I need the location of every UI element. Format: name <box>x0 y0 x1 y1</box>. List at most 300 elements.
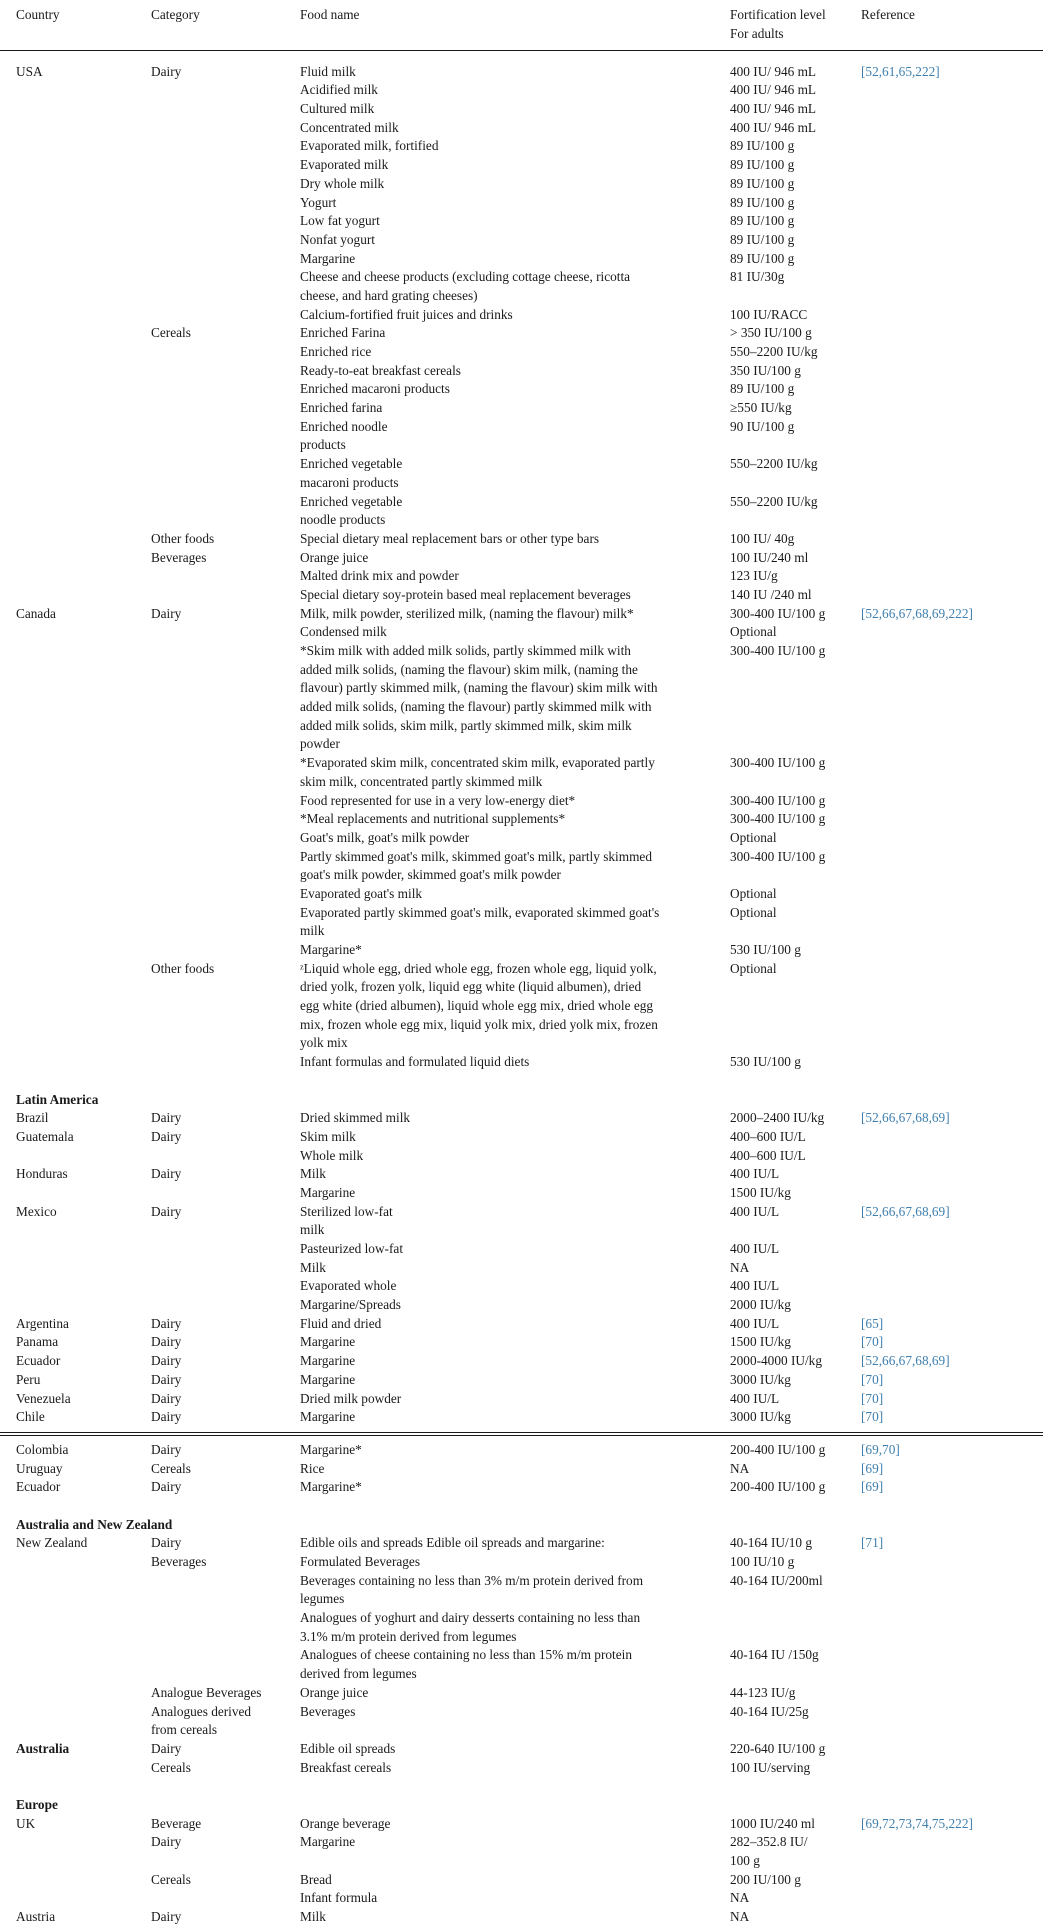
fortification-level-cell: 530 IU/100 g <box>730 1054 801 1070</box>
food-name-cell: Margarine <box>300 1334 356 1350</box>
fortification-level-cell: 200 IU/100 g <box>730 1871 801 1887</box>
table-row <box>0 1053 1043 1072</box>
country-cell: Australia and New Zealand <box>16 1516 173 1532</box>
reference-cell[interactable]: [69,72,73,74,75,222] <box>861 1815 973 1831</box>
category-cell: Analogues derived <box>151 1703 252 1719</box>
country-cell: Latin America <box>16 1091 99 1107</box>
country-cell: Ecuador <box>16 1479 61 1495</box>
country-cell: Austria <box>16 1909 56 1925</box>
table-row <box>0 1759 1043 1778</box>
reference-cell[interactable]: [70] <box>861 1390 884 1406</box>
category-cell: Dairy <box>151 1535 182 1551</box>
fortification-level-cell: 282–352.8 IU/ <box>730 1834 808 1850</box>
food-name-cell: Margarine <box>300 1371 356 1387</box>
table-row <box>0 642 1043 661</box>
fortification-level-cell: Optional <box>730 904 777 920</box>
fortification-level-cell: 300-400 IU/100 g <box>730 755 826 771</box>
fortification-level-cell: 300-400 IU/100 g <box>730 792 826 808</box>
food-name-cell: Milk <box>300 1909 326 1925</box>
food-name-cell: Beverages <box>300 1703 356 1719</box>
food-name-cell: mix, frozen whole egg mix, liquid yolk mix, dried yolk mix, frozen <box>300 1016 658 1032</box>
table-header <box>0 0 1043 44</box>
reference-cell[interactable]: [70] <box>861 1371 884 1387</box>
food-name-cell: *Skim milk with added milk solids, partly skimmed milk with <box>300 643 631 658</box>
fortification-level-cell: 350 IU/100 g <box>730 362 801 378</box>
food-name-cell: goat's milk powder, skimmed goat's milk powder <box>300 867 561 883</box>
food-name-cell: milk <box>300 923 325 939</box>
food-name-cell: Milk, milk powder, sterilized milk, (naming the flavour) milk* <box>300 605 634 621</box>
category-cell: Analogue Beverages <box>151 1684 262 1700</box>
food-name-cell: Edible oil spreads <box>300 1740 396 1756</box>
fortification-level-cell: ≥550 IU/kg <box>730 400 792 416</box>
fortification-level-cell: Optional <box>730 624 777 640</box>
reference-cell[interactable]: [69] <box>861 1460 884 1476</box>
food-name-cell: Fluid and dried <box>300 1315 382 1331</box>
food-name-cell: dried yolk, frozen yolk, liquid egg white (liquid albumen), dried <box>300 979 642 995</box>
food-name-cell: Yogurt <box>300 194 337 210</box>
reference-cell[interactable]: [69] <box>861 1479 884 1495</box>
reference-cell[interactable]: [52,66,67,68,69,222] <box>861 605 973 621</box>
country-cell: Canada <box>16 605 56 621</box>
fortification-level-cell: 89 IU/100 g <box>730 175 795 191</box>
fortification-level-cell: 100 IU/240 ml <box>730 549 809 565</box>
fortification-level-cell: 550–2200 IU/kg <box>730 344 818 359</box>
food-name-cell: Concentrated milk <box>300 119 399 135</box>
food-name-cell: noodle products <box>300 512 386 528</box>
food-name-cell: Margarine* <box>300 942 362 957</box>
category-cell: Cereals <box>151 1759 191 1775</box>
country-cell: Ecuador <box>16 1353 61 1369</box>
food-name-cell: Enriched vegetable <box>300 456 403 472</box>
table-row <box>0 1109 1043 1128</box>
category-cell: Dairy <box>151 1128 182 1144</box>
food-name-cell: Cultured milk <box>300 101 375 117</box>
table-row <box>0 1889 1043 1908</box>
table-row <box>0 1240 1043 1259</box>
food-name-cell: Breakfast cereals <box>300 1759 392 1775</box>
table-row <box>0 1333 1043 1352</box>
food-name-cell: Margarine <box>300 1834 356 1850</box>
food-name-cell: Enriched vegetable <box>300 493 403 509</box>
fortification-level-cell: 400 IU/ 946 mL <box>730 101 817 117</box>
category-cell: Beverages <box>151 1554 207 1569</box>
fortification-level-cell: 300-400 IU/100 g <box>730 811 826 827</box>
header-country: Country <box>16 7 60 22</box>
fortification-level-cell: 100 g <box>730 1853 760 1868</box>
fortification-level-cell: 2000–2400 IU/kg <box>730 1110 825 1126</box>
table-row <box>0 1665 1043 1684</box>
table-row <box>0 137 1043 156</box>
table-row <box>0 1852 1043 1871</box>
table-row <box>0 1833 1043 1852</box>
table-row <box>0 1534 1043 1553</box>
table-row <box>0 549 1043 568</box>
reference-cell[interactable]: [70] <box>861 1409 884 1425</box>
fortification-level-cell: 40-164 IU/10 g <box>730 1535 812 1551</box>
fortification-level-cell: 89 IU/100 g <box>730 138 795 154</box>
category-cell: Beverage <box>151 1815 202 1831</box>
country-cell: Panama <box>16 1334 59 1350</box>
country-cell: Venezuela <box>16 1390 71 1406</box>
fortification-level-cell: 3000 IU/kg <box>730 1409 791 1425</box>
reference-cell[interactable]: [65] <box>861 1315 884 1331</box>
country-cell: Colombia <box>16 1441 69 1457</box>
table-row <box>0 1165 1043 1184</box>
reference-cell[interactable]: [52,66,67,68,69] <box>861 1110 950 1126</box>
food-name-cell: derived from legumes <box>300 1666 417 1682</box>
country-cell: Europe <box>16 1796 58 1812</box>
food-name-cell: Milk <box>300 1166 326 1182</box>
fortification-level-cell: 3000 IU/kg <box>730 1371 791 1387</box>
fortification-level-cell: 89 IU/100 g <box>730 231 795 247</box>
table-row <box>0 1609 1043 1628</box>
country-cell: Guatemala <box>16 1128 74 1144</box>
table-row <box>0 1553 1043 1572</box>
reference-cell[interactable]: [69,70] <box>861 1441 900 1457</box>
food-name-cell: Margarine <box>300 1353 356 1369</box>
fortification-level-cell: 40-164 IU/200ml <box>730 1572 823 1588</box>
food-name-cell: yolk mix <box>300 1035 348 1051</box>
table-row <box>0 194 1043 213</box>
region-heading <box>0 1516 1043 1535</box>
table-row <box>0 1815 1043 1834</box>
table-row <box>0 1072 1043 1091</box>
food-name-cell: Formulated Beverages <box>300 1554 421 1569</box>
food-name-cell: Whole milk <box>300 1147 364 1163</box>
food-name-cell: Margarine <box>300 1184 356 1200</box>
food-name-cell: cheese, and hard grating cheeses) <box>300 287 478 303</box>
food-name-cell: added milk solids, (naming the flavour) partly skimmed milk with <box>300 699 652 715</box>
country-cell: UK <box>16 1815 36 1831</box>
table-row <box>0 1441 1043 1460</box>
table-row <box>0 1259 1043 1278</box>
category-cell: Dairy <box>151 1334 182 1350</box>
table-row <box>0 941 1043 960</box>
fortification-level-cell: 400 IU/L <box>730 1315 780 1331</box>
category-cell: Cereals <box>151 325 191 341</box>
header-category: Category <box>151 7 200 22</box>
reference-cell[interactable]: [70] <box>861 1334 884 1350</box>
food-name-cell: Beverages containing no less than 3% m/m protein derived from <box>300 1572 644 1588</box>
table-row <box>0 1646 1043 1665</box>
category-cell: Dairy <box>151 1834 182 1850</box>
food-name-cell: Calcium-fortified fruit juices and drinks <box>300 306 513 322</box>
category-cell: Other foods <box>151 530 215 546</box>
country-cell: Honduras <box>16 1166 68 1182</box>
fortification-level-cell: 1500 IU/kg <box>730 1334 791 1350</box>
table-row <box>0 119 1043 138</box>
fortification-level-cell: 40-164 IU/25g <box>730 1703 809 1719</box>
category-cell: Dairy <box>151 1110 182 1126</box>
header-food-name: Food name <box>300 7 360 22</box>
table-row <box>0 44 1043 63</box>
fortification-level-cell: 220-640 IU/100 g <box>730 1740 826 1756</box>
table-row <box>0 231 1043 250</box>
food-name-cell: 3.1% m/m protein derived from legumes <box>300 1628 517 1644</box>
table-row <box>0 1277 1043 1296</box>
fortification-level-cell: 400–600 IU/L <box>730 1147 806 1163</box>
category-cell: Dairy <box>151 1371 182 1387</box>
food-name-cell: Milk <box>300 1259 326 1275</box>
table-row <box>0 455 1043 474</box>
food-name-cell: flavour) partly skimmed milk, (naming the flavour) skim milk with <box>300 680 658 696</box>
category-cell: Dairy <box>151 63 182 79</box>
fortification-level-cell: 300-400 IU/100 g <box>730 848 826 864</box>
category-cell: Dairy <box>151 1390 182 1406</box>
table-row <box>0 754 1043 773</box>
table-row <box>0 1478 1043 1497</box>
reference-cell[interactable]: [52,66,67,68,69] <box>861 1203 950 1219</box>
table-row <box>0 1371 1043 1390</box>
fortification-level-cell: 400 IU/L <box>730 1166 780 1182</box>
table-row <box>0 960 1043 979</box>
fortification-level-cell: 400 IU/L <box>730 1203 780 1219</box>
category-cell: Beverages <box>151 549 207 565</box>
table-row <box>0 212 1043 231</box>
category-cell: Dairy <box>151 1315 182 1331</box>
fortification-level-cell: 530 IU/100 g <box>730 942 801 957</box>
food-name-cell: Dried milk powder <box>300 1390 402 1406</box>
fortification-level-cell: 550–2200 IU/kg <box>730 456 818 472</box>
fortification-level-cell: 550–2200 IU/kg <box>730 493 818 509</box>
category-cell: Dairy <box>151 605 182 621</box>
food-name-cell: Pasteurized low-fat <box>300 1241 404 1256</box>
fortification-level-cell: Optional <box>730 885 777 901</box>
table-row <box>0 978 1043 997</box>
fortification-level-cell: 89 IU/100 g <box>730 194 795 210</box>
region-heading <box>0 1091 1043 1110</box>
food-name-cell: Enriched macaroni products <box>300 381 450 397</box>
table-row <box>0 1184 1043 1203</box>
table-row <box>0 717 1043 736</box>
table-row <box>0 268 1043 287</box>
fortification-level-cell: 123 IU/g <box>730 568 778 584</box>
fortification-level-cell: 89 IU/100 g <box>730 213 795 229</box>
food-name-cell: Enriched Farina <box>300 325 386 341</box>
food-name-cell: Low fat yogurt <box>300 213 380 229</box>
fortification-level-cell: 400 IU/L <box>730 1278 780 1294</box>
fortification-level-cell: 2000 IU/kg <box>730 1297 791 1313</box>
table-row <box>0 1721 1043 1740</box>
fortification-level-cell: NA <box>730 1890 750 1906</box>
category-cell: Dairy <box>151 1409 182 1425</box>
region-heading <box>0 1796 1043 1815</box>
table-row <box>0 324 1043 343</box>
double-rule <box>0 1432 1043 1436</box>
food-name-cell: added milk solids, (naming the flavour) skim milk, (naming the <box>300 661 638 677</box>
fortification-level-cell: 44-123 IU/g <box>730 1684 796 1700</box>
fortification-level-cell: 400 IU/ 946 mL <box>730 119 817 135</box>
fortification-level-cell: 300-400 IU/100 g <box>730 605 826 621</box>
table-row <box>0 997 1043 1016</box>
reference-cell[interactable]: [71] <box>861 1535 884 1551</box>
reference-cell[interactable]: [52,61,65,222] <box>861 63 940 79</box>
category-cell: Dairy <box>151 1740 182 1756</box>
table-row <box>0 623 1043 642</box>
table-row <box>0 1390 1043 1409</box>
category-cell: Other foods <box>151 960 215 976</box>
category-cell: Cereals <box>151 1871 191 1887</box>
country-cell: Mexico <box>16 1203 57 1219</box>
food-name-cell: *Meal replacements and nutritional supplements* <box>300 811 566 827</box>
table-row <box>0 1352 1043 1371</box>
country-cell: Uruguay <box>16 1460 63 1476</box>
table-row <box>0 792 1043 811</box>
food-name-cell: Evaporated whole <box>300 1278 397 1294</box>
table-row <box>0 1296 1043 1315</box>
table-row <box>0 1703 1043 1722</box>
food-name-cell: added milk solids, skim milk, partly skimmed milk, skim milk <box>300 717 632 733</box>
fortification-level-cell: 1000 IU/240 ml <box>730 1815 815 1831</box>
table-row <box>0 810 1043 829</box>
food-name-cell: Skim milk <box>300 1128 356 1144</box>
fortification-level-cell: 89 IU/100 g <box>730 157 795 173</box>
table-row <box>0 100 1043 119</box>
food-name-cell: Bread <box>300 1871 332 1887</box>
table-row <box>0 735 1043 754</box>
table-row <box>0 567 1043 586</box>
fortification-level-cell: 140 IU /240 ml <box>730 586 812 602</box>
table-row <box>0 1777 1043 1796</box>
table-row <box>0 1460 1043 1479</box>
table-row <box>0 1908 1043 1927</box>
table-body <box>0 44 1043 1927</box>
table-row <box>0 436 1043 455</box>
fortification-level-cell: 2000-4000 IU/kg <box>730 1353 822 1369</box>
table-row <box>0 511 1043 530</box>
header-reference: Reference <box>861 7 915 22</box>
category-cell: Dairy <box>151 1909 182 1925</box>
table-row <box>0 1034 1043 1053</box>
food-name-cell: Enriched farina <box>300 400 383 416</box>
food-name-cell: Rice <box>300 1460 325 1476</box>
table-divider <box>0 1427 1043 1441</box>
food-name-cell: skim milk, concentrated partly skimmed milk <box>300 773 543 789</box>
country-cell: Chile <box>16 1409 45 1425</box>
food-name-cell: Orange beverage <box>300 1815 391 1831</box>
food-name-cell: Dry whole milk <box>300 175 385 191</box>
fortification-level-cell: 400 IU/ 946 mL <box>730 63 817 79</box>
table-row <box>0 1128 1043 1147</box>
food-name-cell: Special dietary soy-protein based meal replacement beverages <box>300 586 631 602</box>
table-row <box>0 81 1043 100</box>
fortification-level-cell: 400 IU/L <box>730 1241 780 1256</box>
fortification-level-cell: 1500 IU/kg <box>730 1184 791 1200</box>
fortification-level-cell: 89 IU/100 g <box>730 250 795 266</box>
table-row <box>0 1628 1043 1647</box>
food-name-cell: Margarine <box>300 1409 356 1425</box>
fortification-level-cell: 100 IU/serving <box>730 1759 811 1775</box>
table-row <box>0 399 1043 418</box>
table-row <box>0 287 1043 306</box>
table-row <box>0 1203 1043 1222</box>
food-name-cell: Margarine* <box>300 1479 362 1495</box>
food-name-cell: Malted drink mix and powder <box>300 568 459 584</box>
food-name-cell: Enriched rice <box>300 344 372 359</box>
table-row <box>0 474 1043 493</box>
food-name-cell: products <box>300 437 346 453</box>
fortification-level-cell: Optional <box>730 829 777 845</box>
fortification-level-cell: NA <box>730 1259 750 1275</box>
table-row <box>0 175 1043 194</box>
food-name-cell: Analogues of yoghurt and dairy desserts containing no less than <box>300 1610 641 1626</box>
food-name-cell: Nonfat yogurt <box>300 231 375 247</box>
food-name-cell: milk <box>300 1222 325 1238</box>
table-row <box>0 63 1043 82</box>
food-name-cell: Evaporated goat's milk <box>300 885 423 901</box>
food-name-cell: Evaporated partly skimmed goat's milk, evaporated skimmed goat's <box>300 904 660 920</box>
food-name-cell: Enriched noodle <box>300 418 388 434</box>
food-name-cell: Special dietary meal replacement bars or other type bars <box>300 530 600 546</box>
table-row <box>0 418 1043 437</box>
table-row <box>0 661 1043 680</box>
food-name-cell: Edible oils and spreads Edible oil spreads and margarine: <box>300 1535 605 1551</box>
fortification-level-cell: 89 IU/100 g <box>730 381 795 397</box>
food-name-cell: Analogues of cheese containing no less than 15% m/m protein <box>300 1647 632 1663</box>
fortification-level-cell: 100 IU/ 40g <box>730 530 795 546</box>
table-row <box>0 848 1043 867</box>
table-row <box>0 586 1043 605</box>
food-name-cell: Infant formulas and formulated liquid diets <box>300 1054 530 1070</box>
table-row <box>0 1147 1043 1166</box>
table-row <box>0 698 1043 717</box>
table-row <box>0 1572 1043 1591</box>
table-row <box>0 866 1043 885</box>
food-name-cell: Fluid milk <box>300 63 356 79</box>
fortification-level-cell: 40-164 IU /150g <box>730 1647 819 1663</box>
reference-cell[interactable]: [52,66,67,68,69] <box>861 1353 950 1369</box>
food-name-cell: Cheese and cheese products (excluding cottage cheese, ricotta <box>300 269 631 285</box>
category-cell: Dairy <box>151 1479 182 1495</box>
food-name-cell: macaroni products <box>300 474 399 490</box>
fortification-level-cell: 400–600 IU/L <box>730 1128 806 1144</box>
food-name-cell: *Evaporated skim milk, concentrated skim milk, evaporated partly <box>300 755 655 771</box>
table-row <box>0 885 1043 904</box>
fortification-level-cell: 400 IU/ 946 mL <box>730 82 817 98</box>
food-name-cell: Margarine* <box>300 1441 362 1457</box>
food-name-cell: Condensed milk <box>300 624 387 640</box>
food-name-cell: Goat's milk, goat's milk powder <box>300 829 470 845</box>
country-cell: Brazil <box>16 1110 49 1126</box>
food-name-cell: Orange juice <box>300 1684 369 1700</box>
food-name-cell: Orange juice <box>300 549 369 565</box>
country-cell: Australia <box>16 1740 70 1756</box>
fortification-level-cell: 100 IU/RACC <box>730 306 808 322</box>
table-row <box>0 1590 1043 1609</box>
table-row <box>0 1315 1043 1334</box>
food-name-cell: Evaporated milk, fortified <box>300 138 439 154</box>
food-name-cell: ᶻLiquid whole egg, dried whole egg, frozen whole egg, liquid yolk, <box>300 960 657 976</box>
fortification-level-cell: 100 IU/10 g <box>730 1554 795 1569</box>
food-name-cell: Evaporated milk <box>300 157 389 173</box>
table-row <box>0 1871 1043 1890</box>
food-name-cell: Ready-to-eat breakfast cereals <box>300 362 461 378</box>
fortification-level-cell: NA <box>730 1460 750 1476</box>
food-name-cell: Margarine <box>300 250 356 266</box>
table-row <box>0 380 1043 399</box>
table-row <box>0 1684 1043 1703</box>
table-row <box>0 1016 1043 1035</box>
country-cell: Peru <box>16 1371 41 1387</box>
fortification-level-cell: > 350 IU/100 g <box>730 325 812 341</box>
food-name-cell: egg white (dried albumen), liquid whole egg mix, dried whole egg <box>300 998 654 1014</box>
country-cell: USA <box>16 63 43 79</box>
category-cell: Dairy <box>151 1353 182 1369</box>
table-row <box>0 904 1043 923</box>
table-row <box>0 1497 1043 1516</box>
food-name-cell: Acidified milk <box>300 82 378 98</box>
table-row <box>0 362 1043 381</box>
